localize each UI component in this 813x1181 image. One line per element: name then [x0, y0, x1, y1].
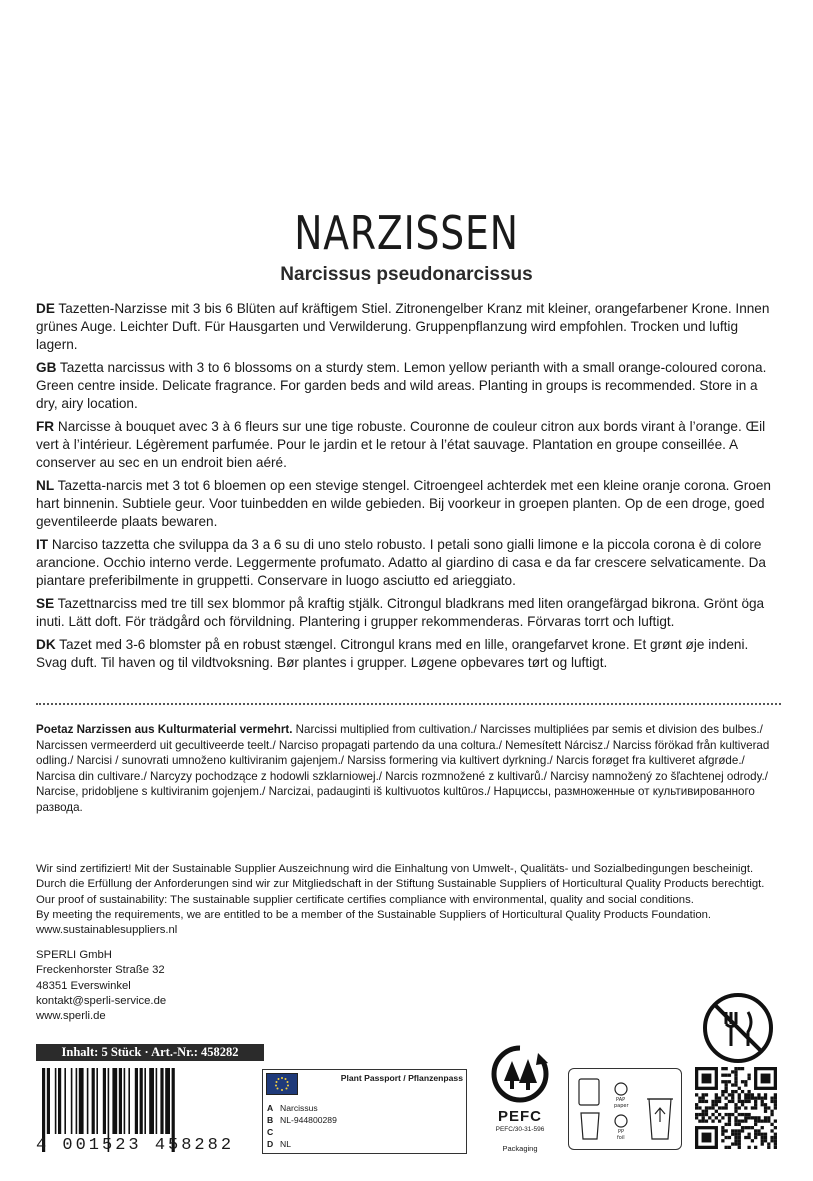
not-edible-icon [700, 990, 776, 1066]
eu-flag-icon [266, 1073, 298, 1095]
pefc-label: PEFC [497, 1108, 542, 1125]
recycling-icon [568, 1068, 682, 1150]
botanical-name: Narcissus pseudonarcissus [280, 264, 533, 285]
company-address: SPERLI GmbH Freckenhorster Straße 32 48351 Everswinkel kontakt@sperli-service.de www.sperli.de [36, 949, 167, 1023]
pefc-code: PEFC/30-31-596 [495, 1126, 545, 1133]
pefc-packaging: Packaging [502, 1144, 538, 1153]
passport-row-a: A Narcissus [267, 1103, 318, 1113]
propagation-note: Poetaz Narzissen aus Kulturmaterial vermehrt. Narcissi multiplied from cultivation./ Narcisses multipliées par semis et division des bulbes./ Narcissen vermeerderd uit gecultiveerde teelt./ Narciso propagati partendo da una coltura./ Nemesített Nárcisz./ Narciss förökad från kultiverad odling./ Narcisi / sunovrati umnoženo kultiviranim gajenjem./ Narsiss formering via kultivert dyrkning./ Narcis forøget fra kultiveret afgrøde./ Narcisa din cultivare./ Narcyzy pochodzące z hodowli szklarniowej./ Narcis rozmnožené z kultivarů./ Narcisy namnožený zo šľachtenej odrody./ Narcise, pridobljene s kultiviranim gojenjem./ Narcizai, padauginti iš kultivuotos kultūros./ Нарциссы, размноженные от культивированного развода. [36, 723, 770, 814]
barcode-number: 4 001523 458282 [36, 1136, 235, 1155]
description-de: DE Tazetten-Narzisse mit 3 bis 6 Blüten auf kräftigem Stiel. Zitronengelber Kranz mit kleiner, orangefarbener Krone. Innen grünes Auge. Leichter Duft. Für Hausgarten und Verwilderung. Gruppenpflanzung wird empfohlen. Trocken und luftig lagern. [36, 301, 770, 352]
certification-note: Wir sind zertifiziert! Mit der Sustainable Supplier Auszeichnung wird die Einhaltung von Umwelt-, Qualitäts- und Sozialbedingungen bescheinigt. Durch die Erfüllung der Anforderungen sind wir zur Mitgliedschaft in der Stiftung Sustainable Suppliers of Horticultural Quality Products berechtigt. Our proof of sustainability: The sustainable supplier certificate certifies compliance with environmental, quality and social conditions. By meeting the requirements, we are entitled to be a member of the Sustainable Suppliers of Horticultural Quality Products Foundation. www.sustainablesuppliers.nl [36, 863, 765, 937]
page-title: NARZISSEN [294, 206, 519, 260]
qr-code-icon [695, 1067, 777, 1149]
description-it: IT Narciso tazzetta che sviluppa da 3 a 6 su di uno stelo robusto. I petali sono gialli limone e la piccola corona è di colore arancione. Occhio interno verde. Leggermente profumato. Adatto al giardino di casa e da far crescere selvaticamente. Da piantare preferibilmente in gruppetti. Conservare in luogo asciutto ed arieggiato. [36, 537, 766, 588]
pefc-logo-icon [480, 1041, 560, 1156]
passport-title: Plant Passport / Pflanzenpass [340, 1073, 463, 1083]
passport-row-b: B NL-944800289 [267, 1115, 337, 1125]
description-se: SE Tazettnarciss med tre till sex blommor på kraftig stjälk. Citrongul bladkrans med liten orangefärgad bikrona. Grönt öga inuti. Lätt doft. För trädgård och förvildning. Plantering i grupper rekommenderas. Förvaras torrt och luftigt. [36, 596, 765, 629]
svg-text:foil: foil [617, 1135, 625, 1141]
passport-row-d: D NL [267, 1139, 291, 1149]
description-gb: GB Tazetta narcissus with 3 to 6 blossoms on a sturdy stem. Lemon yellow perianth with a small orange-coloured corona. Green centre inside. Delicate fragrance. For garden beds and wild areas. Planting in groups is recommended. Store in a dry, airy location. [36, 360, 767, 411]
description-dk: DK Tazet med 3-6 blomster på en robust stængel. Citrongul krans med en lille, orangefarvet krone. Et grønt øje indeni. Svag duft. Til haven og til vildtvoksning. Bør plantes i grupper. Løgene opbevares tørt og luftigt. [36, 637, 749, 670]
svg-text:PP: PP [618, 1129, 625, 1135]
svg-text:PAP: PAP [616, 1097, 626, 1103]
descriptions [36, 300, 781, 677]
description-nl: NL Tazetta-narcis met 3 tot 6 bloemen op een stevige stengel. Citroengeel achterdek met een kleine oranje corona. Groen hart binnenin. Subtiele geur. Voor tuinbedden en wilde gebieden. Bij voorkeur in groepen planten. Op de een droge, goed geventileerde plaats bewaren. [36, 478, 771, 529]
dotted-divider [36, 703, 781, 705]
plant-passport [262, 1069, 467, 1154]
description-fr: FR Narcisse à bouquet avec 3 à 6 fleurs sur une tige robuste. Couronne de couleur citron aux bords virant à l’orange. Œil vert à l’intérieur. Légèrement parfumée. Pour le jardin et le retour à l’état sauvage. Plantation en groupe conseillée. A conserver au sec en un endroit bien aéré. [36, 419, 766, 470]
content-label: Inhalt: 5 Stück · Art.-Nr.: 458282 [36, 1044, 264, 1061]
passport-row-c: C [267, 1127, 274, 1137]
svg-text:paper: paper [614, 1103, 629, 1109]
